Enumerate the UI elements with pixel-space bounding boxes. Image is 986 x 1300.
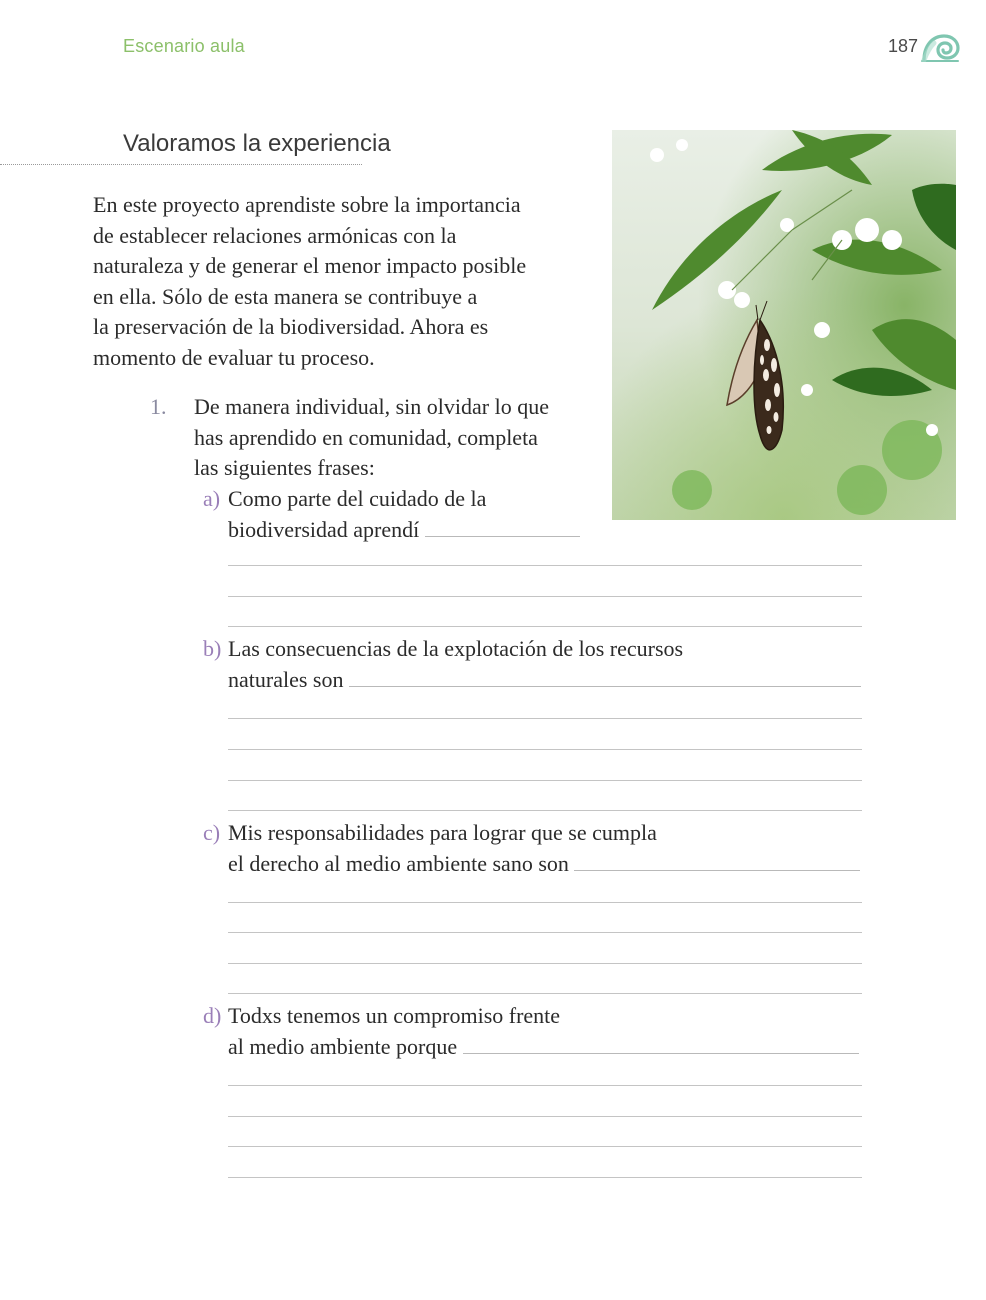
answer-line[interactable] bbox=[228, 626, 862, 627]
intro-line: naturaleza y de generar el menor impacto posible bbox=[93, 253, 527, 279]
intro-paragraph bbox=[93, 190, 543, 374]
item-letter: d) bbox=[203, 1003, 222, 1028]
intro-line: En este proyecto aprendiste sobre la importancia bbox=[93, 192, 521, 217]
item-text: el derecho al medio ambiente sano son bbox=[228, 850, 569, 876]
answer-blank[interactable] bbox=[349, 666, 861, 687]
answer-line[interactable] bbox=[228, 932, 862, 933]
answer-line[interactable] bbox=[228, 1085, 862, 1086]
item-d bbox=[203, 1001, 859, 1062]
item-b bbox=[203, 634, 861, 695]
intro-line: la preservación de la biodiversidad. Ahora es bbox=[93, 314, 489, 340]
answer-line[interactable] bbox=[228, 780, 862, 781]
intro-line: momento de evaluar tu proceso. bbox=[93, 344, 375, 370]
running-header-section: Escenario aula bbox=[123, 36, 245, 56]
item-text: biodiversidad aprendí bbox=[228, 516, 420, 542]
answer-line[interactable] bbox=[228, 596, 862, 597]
spiral-snail-icon bbox=[920, 30, 960, 62]
answer-line[interactable] bbox=[228, 1116, 862, 1117]
item-text: al medio ambiente porque bbox=[228, 1033, 458, 1059]
title-divider bbox=[0, 164, 362, 165]
answer-blank[interactable] bbox=[574, 850, 860, 871]
butterfly-photo bbox=[612, 130, 956, 520]
item-a bbox=[203, 484, 580, 545]
answer-blank[interactable] bbox=[463, 1033, 859, 1054]
question-text-line: De manera individual, sin olvidar lo que bbox=[194, 394, 549, 419]
answer-line[interactable] bbox=[228, 1146, 862, 1147]
item-letter: b) bbox=[203, 636, 222, 661]
item-text: Las consecuencias de la explotación de los recursos bbox=[228, 636, 684, 661]
answer-line[interactable] bbox=[228, 902, 862, 903]
page-number: 187 bbox=[888, 36, 919, 56]
item-letter: c) bbox=[203, 820, 221, 845]
answer-line[interactable] bbox=[228, 749, 862, 750]
answer-line[interactable] bbox=[228, 810, 862, 811]
item-c bbox=[203, 818, 860, 879]
intro-line: en ella. Sólo de esta manera se contribuye a bbox=[93, 283, 478, 309]
item-text: Todxs tenemos un compromiso frente bbox=[228, 1003, 561, 1028]
item-text: naturales son bbox=[228, 666, 344, 692]
answer-line[interactable] bbox=[228, 1177, 862, 1178]
answer-blank[interactable] bbox=[425, 516, 580, 537]
intro-line: de establecer relaciones armónicas con la bbox=[93, 222, 457, 248]
answer-line[interactable] bbox=[228, 565, 862, 566]
item-letter: a) bbox=[203, 486, 221, 511]
answer-line[interactable] bbox=[228, 993, 862, 994]
section-title: Valoramos la experiencia bbox=[123, 130, 391, 157]
item-text: Como parte del cuidado de la bbox=[228, 486, 487, 511]
question-number: 1. bbox=[150, 394, 167, 419]
question-text-line: has aprendido en comunidad, completa bbox=[194, 424, 538, 450]
question-1 bbox=[150, 392, 572, 484]
question-text-line: las siguientes frases: bbox=[194, 455, 375, 481]
item-text: Mis responsabilidades para lograr que se cumpla bbox=[228, 820, 657, 845]
answer-line[interactable] bbox=[228, 963, 862, 964]
answer-line[interactable] bbox=[228, 718, 862, 719]
